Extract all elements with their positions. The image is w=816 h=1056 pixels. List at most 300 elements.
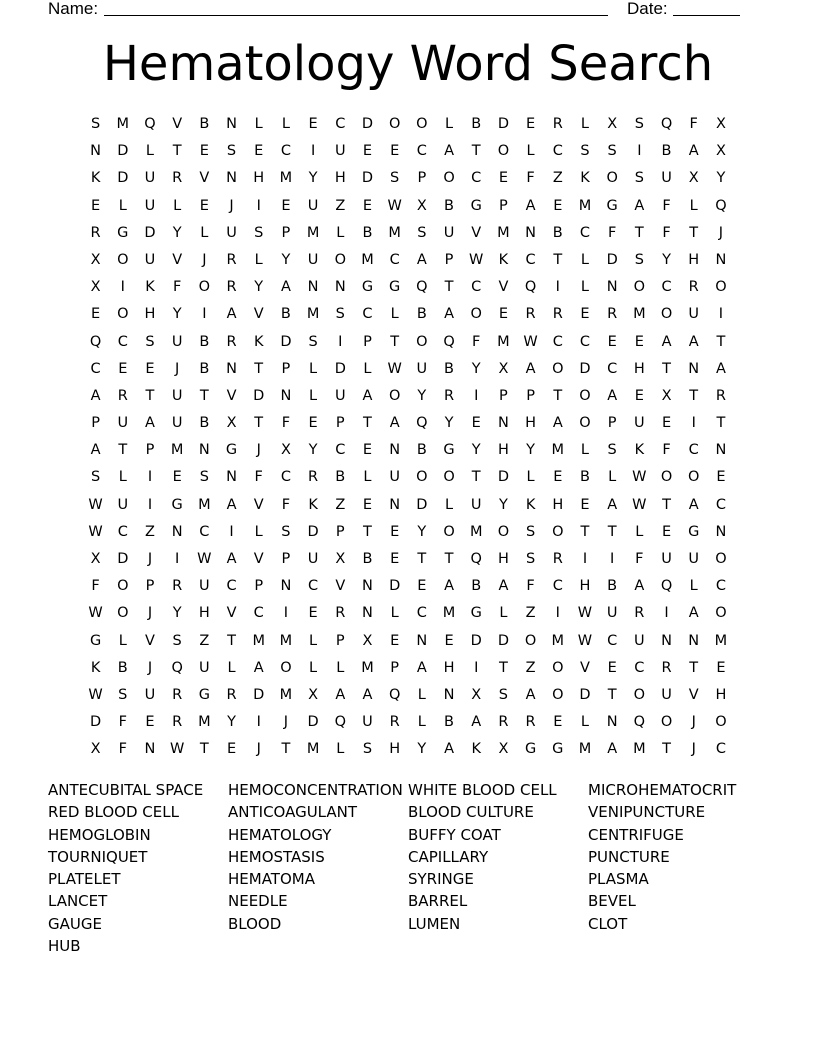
name-blank-line[interactable] — [104, 15, 608, 16]
date-blank-line[interactable] — [673, 15, 740, 16]
grid-letter[interactable]: A — [389, 415, 400, 432]
grid-letter[interactable]: Y — [471, 442, 481, 459]
grid-letter[interactable]: D — [253, 686, 265, 703]
grid-letter[interactable]: T — [689, 659, 699, 676]
grid-letter[interactable]: N — [90, 143, 102, 160]
grid-letter[interactable]: C — [308, 578, 319, 595]
grid-letter[interactable]: A — [634, 197, 645, 214]
grid-letter[interactable]: D — [307, 714, 319, 731]
grid-letter[interactable]: N — [606, 279, 618, 296]
grid-letter[interactable]: T — [634, 224, 644, 241]
grid-letter[interactable]: Q — [443, 333, 455, 350]
grid-letter[interactable]: T — [281, 741, 291, 758]
grid-letter[interactable]: Q — [660, 578, 673, 595]
grid-letter[interactable]: I — [147, 496, 153, 513]
grid-letter[interactable]: L — [526, 143, 535, 160]
grid-letter[interactable]: L — [580, 251, 590, 268]
grid-letter[interactable]: U — [362, 714, 373, 731]
grid-letter[interactable]: T — [118, 442, 128, 459]
grid-letter[interactable]: K — [145, 279, 155, 296]
grid-letter[interactable]: Y — [662, 251, 671, 268]
grid-letter[interactable]: N — [362, 578, 373, 595]
grid-letter[interactable]: I — [283, 605, 289, 622]
grid-letter[interactable]: T — [390, 333, 400, 350]
grid-letter[interactable]: F — [281, 496, 291, 513]
grid-letter[interactable]: E — [118, 360, 128, 377]
grid-letter[interactable]: L — [309, 360, 318, 377]
grid-letter[interactable]: T — [607, 523, 617, 540]
grid-letter[interactable]: W — [88, 496, 103, 513]
grid-letter[interactable]: O — [117, 306, 129, 323]
grid-letter[interactable]: B — [362, 224, 373, 241]
grid-letter[interactable]: Y — [417, 387, 427, 404]
grid-letter[interactable]: P — [526, 387, 535, 404]
grid-letter[interactable]: A — [607, 387, 618, 404]
grid-letter[interactable]: Q — [633, 714, 646, 731]
grid-letter[interactable]: K — [90, 170, 101, 187]
grid-letter[interactable]: L — [580, 714, 590, 731]
grid-letter[interactable]: S — [607, 442, 617, 459]
grid-letter[interactable]: N — [280, 578, 292, 595]
grid-letter[interactable]: M — [279, 686, 293, 703]
grid-letter[interactable]: R — [335, 605, 346, 622]
grid-letter[interactable]: B — [416, 442, 427, 459]
grid-letter[interactable]: T — [254, 360, 264, 377]
grid-letter[interactable]: M — [279, 632, 293, 649]
grid-letter[interactable]: L — [200, 224, 209, 241]
grid-letter[interactable]: L — [309, 632, 318, 649]
grid-letter[interactable]: T — [689, 224, 699, 241]
grid-letter[interactable]: X — [607, 116, 618, 132]
grid-letter[interactable]: V — [335, 578, 346, 595]
grid-letter[interactable]: C — [471, 170, 482, 187]
grid-letter[interactable]: U — [606, 605, 618, 622]
grid-letter[interactable]: S — [118, 686, 128, 703]
grid-letter[interactable]: T — [444, 551, 454, 567]
grid-letter[interactable]: B — [552, 224, 563, 241]
grid-letter[interactable]: B — [199, 333, 210, 350]
grid-letter[interactable]: P — [335, 523, 345, 540]
grid-letter[interactable]: H — [389, 741, 401, 758]
grid-letter[interactable]: C — [607, 360, 618, 377]
grid-letter[interactable]: C — [552, 578, 563, 595]
grid-letter[interactable]: L — [145, 143, 155, 160]
grid-letter[interactable]: Y — [172, 605, 182, 622]
grid-letter[interactable]: K — [525, 496, 536, 513]
grid-letter[interactable]: W — [523, 333, 538, 350]
grid-letter[interactable]: L — [254, 523, 263, 540]
grid-letter[interactable]: I — [147, 469, 153, 486]
grid-letter[interactable]: O — [606, 170, 618, 187]
grid-letter[interactable]: N — [226, 360, 237, 377]
grid-letter[interactable]: R — [552, 306, 563, 323]
grid-letter[interactable]: P — [499, 197, 508, 214]
grid-letter[interactable]: D — [606, 251, 618, 268]
grid-letter[interactable]: N — [688, 632, 700, 649]
grid-letter[interactable]: O — [470, 306, 482, 323]
grid-letter[interactable]: X — [688, 170, 699, 187]
grid-letter[interactable]: S — [390, 170, 400, 187]
grid-letter[interactable]: R — [172, 170, 183, 187]
grid-letter[interactable]: G — [117, 224, 129, 241]
grid-letter[interactable]: S — [634, 116, 644, 132]
grid-letter[interactable]: I — [202, 306, 207, 323]
grid-letter[interactable]: T — [417, 551, 427, 567]
grid-letter[interactable]: C — [715, 578, 726, 595]
grid-letter[interactable]: N — [226, 469, 237, 486]
grid-letter[interactable]: P — [390, 659, 400, 676]
grid-letter[interactable]: H — [198, 605, 210, 622]
grid-letter[interactable]: A — [715, 360, 726, 377]
grid-letter[interactable]: M — [714, 632, 728, 649]
grid-letter[interactable]: X — [498, 741, 509, 758]
grid-letter[interactable]: C — [199, 523, 210, 540]
grid-letter[interactable]: A — [335, 686, 346, 703]
grid-letter[interactable]: K — [634, 442, 645, 459]
grid-letter[interactable]: Q — [470, 551, 482, 567]
grid-letter[interactable]: E — [390, 632, 400, 649]
grid-letter[interactable]: K — [580, 170, 590, 187]
grid-letter[interactable]: P — [444, 251, 454, 268]
grid-letter[interactable]: O — [388, 116, 401, 132]
grid-letter[interactable]: J — [691, 741, 696, 758]
grid-letter[interactable]: O — [552, 686, 564, 703]
grid-letter[interactable]: Y — [227, 714, 236, 731]
grid-letter[interactable]: E — [634, 333, 644, 350]
grid-letter[interactable]: F — [689, 116, 698, 132]
grid-letter[interactable]: T — [199, 387, 209, 404]
grid-letter[interactable]: Y — [281, 251, 291, 268]
grid-letter[interactable]: V — [172, 251, 183, 268]
grid-letter[interactable]: J — [147, 551, 153, 567]
grid-letter[interactable]: F — [526, 170, 535, 187]
grid-letter[interactable]: E — [580, 496, 590, 513]
grid-letter[interactable]: S — [199, 469, 209, 486]
grid-letter[interactable]: E — [526, 116, 536, 132]
grid-letter[interactable]: F — [172, 279, 182, 296]
grid-letter[interactable]: W — [632, 469, 647, 486]
grid-letter[interactable]: F — [662, 224, 671, 241]
grid-letter[interactable]: F — [281, 415, 291, 432]
grid-letter[interactable]: M — [252, 632, 265, 649]
grid-letter[interactable]: N — [198, 442, 210, 459]
grid-letter[interactable]: A — [525, 686, 536, 703]
grid-letter[interactable]: C — [117, 333, 128, 350]
grid-letter[interactable]: V — [688, 686, 699, 703]
grid-letter[interactable]: C — [416, 143, 427, 160]
grid-letter[interactable]: O — [715, 279, 727, 296]
grid-letter[interactable]: E — [199, 197, 209, 214]
grid-letter[interactable]: O — [198, 279, 211, 296]
grid-letter[interactable]: L — [254, 251, 263, 268]
grid-letter[interactable]: K — [471, 741, 481, 758]
grid-letter[interactable]: U — [661, 551, 672, 567]
grid-letter[interactable]: L — [254, 116, 263, 132]
grid-letter[interactable]: U — [199, 578, 210, 595]
grid-letter[interactable]: F — [607, 224, 617, 241]
grid-letter[interactable]: G — [171, 496, 183, 513]
grid-letter[interactable]: L — [580, 116, 590, 132]
grid-letter[interactable]: A — [280, 279, 291, 296]
grid-letter[interactable]: B — [661, 143, 672, 160]
grid-letter[interactable]: X — [471, 686, 482, 703]
grid-letter[interactable]: E — [281, 197, 291, 214]
grid-letter[interactable]: W — [88, 605, 103, 622]
grid-letter[interactable]: P — [281, 224, 291, 241]
grid-letter[interactable]: U — [688, 306, 700, 323]
grid-letter[interactable]: L — [118, 632, 127, 649]
grid-letter[interactable]: P — [499, 387, 508, 404]
grid-letter[interactable]: F — [662, 442, 671, 459]
grid-letter[interactable]: O — [334, 251, 346, 268]
grid-letter[interactable]: C — [525, 251, 536, 268]
grid-letter[interactable]: L — [608, 469, 617, 486]
grid-letter[interactable]: S — [525, 551, 536, 567]
grid-letter[interactable]: E — [607, 659, 617, 676]
grid-letter[interactable]: Y — [308, 170, 318, 187]
grid-letter[interactable]: S — [172, 632, 182, 649]
grid-letter[interactable]: S — [145, 333, 155, 350]
grid-letter[interactable]: Y — [716, 170, 726, 187]
grid-letter[interactable]: U — [307, 551, 319, 567]
grid-letter[interactable]: R — [525, 714, 536, 731]
grid-letter[interactable]: C — [280, 469, 291, 486]
grid-letter[interactable]: X — [661, 387, 672, 404]
grid-letter[interactable]: O — [660, 469, 673, 486]
grid-letter[interactable]: C — [552, 143, 563, 160]
grid-letter[interactable]: R — [226, 333, 237, 350]
grid-letter[interactable]: D — [280, 333, 292, 350]
grid-letter[interactable]: I — [474, 387, 479, 404]
grid-letter[interactable]: M — [551, 632, 565, 649]
grid-letter[interactable]: A — [688, 143, 699, 160]
grid-letter[interactable]: M — [361, 659, 374, 676]
grid-letter[interactable]: N — [307, 279, 319, 296]
grid-letter[interactable]: I — [555, 605, 560, 622]
grid-letter[interactable]: E — [444, 632, 454, 649]
grid-letter[interactable]: W — [632, 496, 647, 513]
grid-letter[interactable]: B — [199, 116, 210, 132]
grid-letter[interactable]: U — [416, 360, 428, 377]
grid-letter[interactable]: T — [580, 523, 590, 540]
grid-letter[interactable]: S — [90, 469, 101, 486]
grid-letter[interactable]: S — [580, 143, 590, 160]
grid-letter[interactable]: O — [388, 387, 401, 404]
grid-letter[interactable]: M — [306, 741, 320, 758]
grid-letter[interactable]: J — [718, 224, 724, 241]
grid-letter[interactable]: U — [171, 415, 183, 432]
grid-letter[interactable]: L — [526, 469, 535, 486]
grid-letter[interactable]: N — [171, 523, 183, 540]
grid-letter[interactable]: F — [118, 741, 127, 758]
grid-letter[interactable]: N — [334, 279, 346, 296]
grid-letter[interactable]: U — [334, 387, 346, 404]
grid-letter[interactable]: Q — [524, 279, 537, 296]
grid-letter[interactable]: H — [715, 686, 727, 703]
grid-letter[interactable]: C — [335, 442, 346, 459]
grid-letter[interactable]: V — [226, 605, 237, 622]
grid-letter[interactable]: D — [361, 170, 374, 187]
grid-letter[interactable]: T — [145, 387, 155, 404]
grid-letter[interactable]: G — [470, 605, 482, 622]
grid-letter[interactable]: X — [90, 741, 101, 758]
grid-letter[interactable]: B — [607, 578, 618, 595]
grid-letter[interactable]: A — [444, 578, 454, 595]
grid-letter[interactable]: A — [607, 496, 618, 513]
grid-letter[interactable]: U — [470, 496, 482, 513]
grid-letter[interactable]: L — [363, 360, 372, 377]
grid-letter[interactable]: H — [253, 170, 265, 187]
grid-letter[interactable]: N — [226, 116, 237, 132]
grid-letter[interactable]: S — [90, 116, 101, 132]
grid-letter[interactable]: F — [118, 714, 127, 731]
grid-letter[interactable]: P — [281, 360, 291, 377]
grid-letter[interactable]: B — [471, 116, 482, 132]
grid-letter[interactable]: P — [91, 415, 100, 432]
grid-letter[interactable]: L — [689, 197, 698, 214]
grid-letter[interactable]: V — [580, 659, 590, 676]
grid-letter[interactable]: T — [444, 279, 454, 296]
grid-letter[interactable]: T — [553, 251, 563, 268]
grid-letter[interactable]: N — [416, 632, 428, 649]
grid-letter[interactable]: U — [307, 251, 319, 268]
grid-letter[interactable]: M — [497, 224, 510, 241]
grid-letter[interactable]: U — [144, 170, 156, 187]
grid-letter[interactable]: N — [715, 442, 727, 459]
grid-letter[interactable]: W — [387, 197, 402, 214]
grid-letter[interactable]: U — [634, 415, 645, 432]
grid-letter[interactable]: J — [283, 714, 289, 731]
grid-letter[interactable]: O — [416, 333, 428, 350]
grid-letter[interactable]: N — [606, 714, 618, 731]
grid-letter[interactable]: Q — [171, 659, 183, 676]
grid-letter[interactable]: O — [497, 143, 510, 160]
grid-letter[interactable]: O — [497, 523, 510, 540]
grid-letter[interactable]: E — [91, 197, 101, 214]
grid-letter[interactable]: I — [256, 714, 261, 731]
grid-letter[interactable]: R — [172, 714, 183, 731]
grid-letter[interactable]: I — [474, 659, 479, 676]
grid-letter[interactable]: R — [226, 686, 237, 703]
grid-letter[interactable]: Z — [199, 632, 210, 649]
grid-letter[interactable]: K — [253, 333, 264, 350]
grid-letter[interactable]: M — [633, 306, 646, 323]
grid-letter[interactable]: T — [689, 387, 699, 404]
grid-letter[interactable]: L — [363, 469, 372, 486]
grid-letter[interactable]: X — [362, 632, 373, 649]
grid-letter[interactable]: G — [225, 442, 238, 459]
grid-letter[interactable]: H — [144, 306, 156, 323]
grid-letter[interactable]: O — [117, 605, 129, 622]
grid-letter[interactable]: V — [226, 387, 237, 404]
grid-letter[interactable]: D — [117, 143, 129, 160]
grid-letter[interactable]: R — [607, 306, 618, 323]
grid-letter[interactable]: M — [279, 170, 293, 187]
grid-letter[interactable]: Y — [526, 442, 536, 459]
grid-letter[interactable]: Q — [144, 116, 156, 132]
grid-letter[interactable]: G — [361, 279, 374, 296]
grid-letter[interactable]: P — [335, 632, 345, 649]
grid-letter[interactable]: T — [716, 415, 726, 432]
grid-letter[interactable]: B — [444, 714, 454, 731]
grid-letter[interactable]: O — [524, 632, 537, 649]
grid-letter[interactable]: M — [306, 224, 320, 241]
grid-letter[interactable]: L — [118, 469, 127, 486]
grid-letter[interactable]: C — [335, 116, 346, 132]
grid-letter[interactable]: X — [280, 442, 291, 459]
grid-letter[interactable]: P — [145, 578, 155, 595]
grid-letter[interactable]: T — [471, 469, 481, 486]
grid-letter[interactable]: Y — [498, 496, 508, 513]
grid-letter[interactable]: D — [389, 578, 401, 595]
grid-letter[interactable]: M — [633, 741, 646, 758]
grid-letter[interactable]: A — [688, 605, 699, 622]
grid-letter[interactable]: A — [525, 360, 536, 377]
grid-letter[interactable]: C — [280, 143, 291, 160]
grid-letter[interactable]: F — [662, 197, 671, 214]
grid-letter[interactable]: I — [175, 551, 180, 567]
grid-letter[interactable]: D — [497, 469, 509, 486]
grid-letter[interactable]: W — [469, 251, 484, 268]
grid-letter[interactable]: I — [120, 279, 125, 296]
grid-letter[interactable]: C — [389, 251, 400, 268]
grid-letter[interactable]: U — [661, 170, 672, 187]
grid-letter[interactable]: C — [634, 659, 645, 676]
grid-letter[interactable]: R — [226, 251, 237, 268]
grid-letter[interactable]: A — [226, 496, 237, 513]
grid-letter[interactable]: E — [91, 306, 101, 323]
grid-letter[interactable]: L — [227, 659, 236, 676]
grid-letter[interactable]: A — [362, 686, 373, 703]
grid-letter[interactable]: P — [417, 170, 427, 187]
grid-letter[interactable]: Q — [416, 279, 428, 296]
grid-letter[interactable]: T — [227, 632, 236, 649]
grid-letter[interactable]: U — [226, 224, 237, 241]
grid-letter[interactable]: Q — [388, 686, 401, 703]
grid-letter[interactable]: O — [660, 714, 673, 731]
grid-letter[interactable]: Z — [552, 170, 563, 187]
grid-letter[interactable]: M — [551, 442, 565, 459]
grid-letter[interactable]: O — [416, 116, 428, 132]
grid-letter[interactable]: J — [256, 442, 261, 459]
grid-letter[interactable]: N — [389, 496, 401, 513]
grid-letter[interactable]: S — [308, 333, 318, 350]
grid-letter[interactable]: I — [691, 415, 696, 432]
grid-letter[interactable]: N — [144, 741, 156, 758]
grid-letter[interactable]: L — [390, 605, 399, 622]
grid-letter[interactable]: M — [198, 714, 211, 731]
grid-letter[interactable]: L — [417, 714, 426, 731]
grid-letter[interactable]: B — [117, 659, 128, 676]
grid-letter[interactable]: R — [661, 659, 672, 676]
grid-letter[interactable]: F — [472, 333, 481, 350]
grid-letter[interactable]: Y — [172, 306, 182, 323]
grid-letter[interactable]: O — [117, 578, 129, 595]
grid-letter[interactable]: N — [362, 605, 373, 622]
grid-letter[interactable]: T — [363, 415, 372, 432]
grid-letter[interactable]: M — [442, 605, 456, 622]
grid-letter[interactable]: U — [171, 387, 183, 404]
grid-letter[interactable]: R — [634, 605, 645, 622]
grid-letter[interactable]: D — [579, 360, 591, 377]
grid-letter[interactable]: I — [637, 143, 642, 160]
grid-letter[interactable]: A — [444, 741, 454, 758]
grid-letter[interactable]: N — [443, 686, 455, 703]
grid-letter[interactable]: O — [552, 360, 564, 377]
grid-letter[interactable]: D — [579, 686, 591, 703]
grid-letter[interactable]: F — [526, 578, 535, 595]
grid-letter[interactable]: O — [579, 415, 591, 432]
